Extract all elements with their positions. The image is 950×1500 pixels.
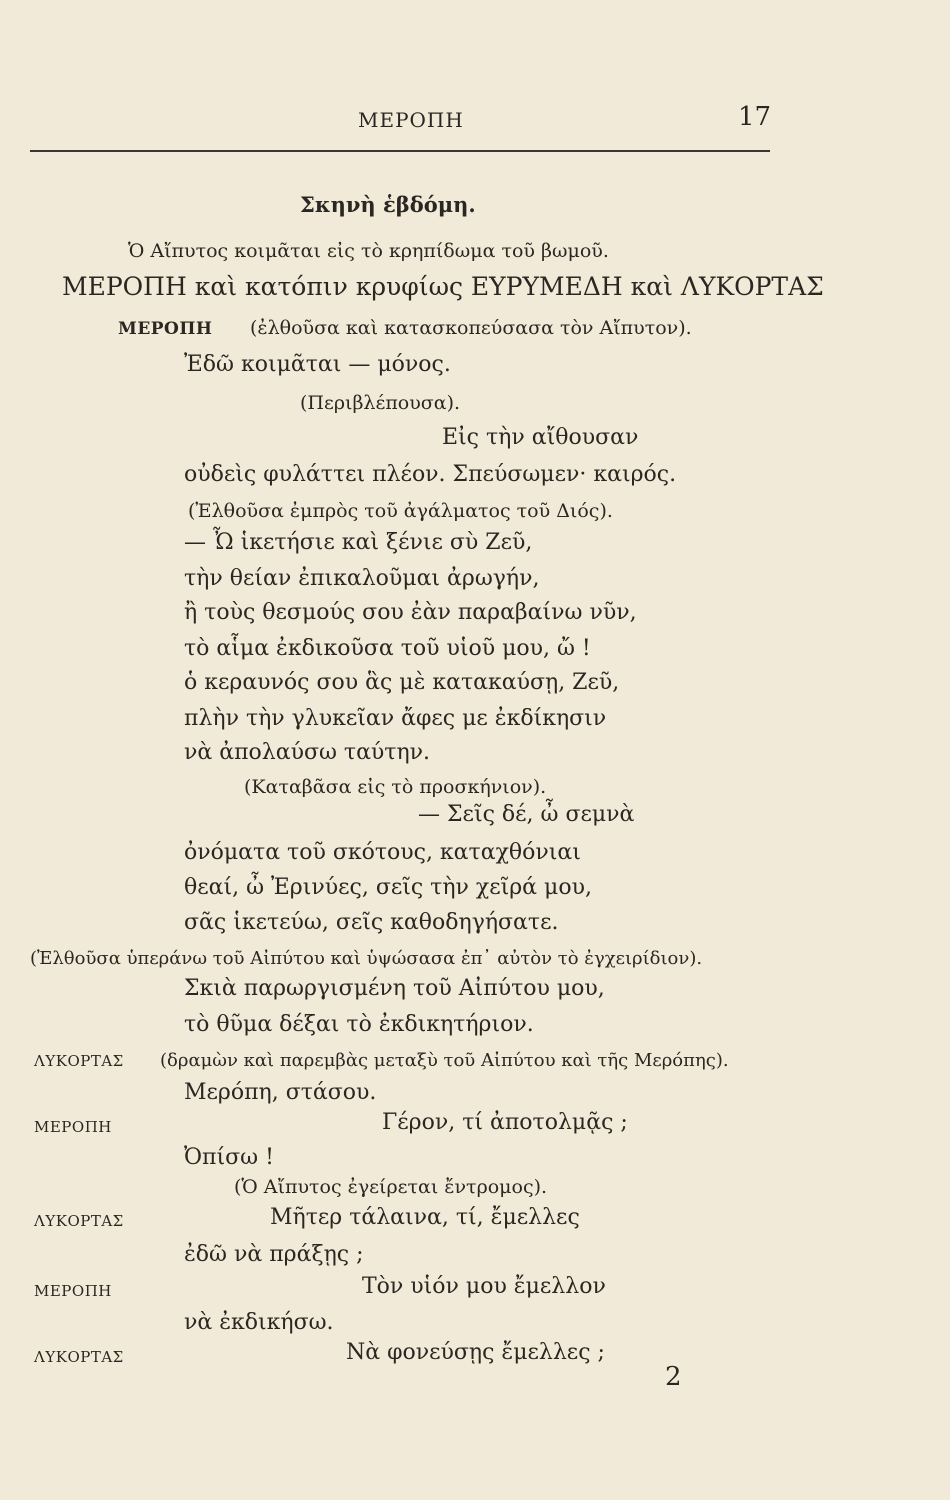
- running-header-title: ΜΕΡΟΠΗ: [358, 108, 464, 132]
- header-rule: [30, 150, 770, 152]
- verse-line: νὰ ἐκδικήσω.: [184, 1310, 334, 1335]
- verse-line: Σκιὰ παρωργισμένη τοῦ Αἰπύτου μου,: [184, 976, 605, 1001]
- verse-line: — Ὦ ἱκετήσιε καὶ ξένιε σὺ Ζεῦ,: [184, 530, 533, 555]
- verse-line: Μῆτερ τάλαινα, τί, ἔμελλες: [270, 1205, 580, 1230]
- scene-title: Σκηνὴ ἑβδόμη.: [300, 192, 476, 217]
- verse-line: ὀνόματα τοῦ σκότους, καταχθόνιαι: [184, 840, 581, 865]
- stage-direction: (Ἐλθοῦσα ὑπεράνω τοῦ Αἰπύτου καὶ ὑψώσασα ἐπ᾽ αὐτὸν τὸ ἐγχειρίδιον).: [30, 948, 703, 969]
- stage-direction: (Ὁ Αἴπυτος ἐγείρεται ἔντρομος).: [234, 1176, 548, 1198]
- verse-line: οὐδεὶς φυλάττει πλέον. Σπεύσωμεν· καιρός.: [184, 462, 677, 487]
- stage-direction: (ἐλθοῦσα καὶ κατασκοπεύσασα τὸν Αἴπυτον).: [250, 317, 692, 339]
- speaker-label: ΜΕΡΟΠΗ: [34, 1282, 112, 1300]
- verse-line: Μερόπη, στάσου.: [184, 1080, 377, 1105]
- verse-line: ὁ κεραυνός σου ἃς μὲ κατακαύσῃ, Ζεῦ,: [184, 670, 620, 695]
- verse-line: Τὸν υἱόν μου ἔμελλον: [362, 1274, 606, 1299]
- page-number: 17: [738, 102, 772, 132]
- speaker-label: ΜΕΡΟΠΗ: [118, 319, 213, 339]
- character-list: ΜΕΡΟΠΗ καὶ κατόπιν κρυφίως ΕΥΡΥΜΕΔΗ καὶ ΛΥΚΟΡΤΑΣ: [62, 272, 824, 301]
- verse-line: τὸ θῦμα δέξαι τὸ ἐκδικητήριον.: [184, 1012, 534, 1037]
- stage-direction: (Περιβλέπουσα).: [300, 392, 461, 414]
- verse-line: Ὀπίσω !: [184, 1145, 274, 1170]
- verse-line: τὴν θείαν ἐπικαλοῦμαι ἀρωγήν,: [184, 566, 540, 591]
- signature-number: 2: [665, 1362, 682, 1392]
- verse-line: Ἐδῶ κοιμᾶται — μόνος.: [184, 352, 451, 377]
- verse-line: τὸ αἷμα ἐκδικοῦσα τοῦ υἱοῦ μου, ὤ !: [184, 636, 591, 661]
- stage-direction: (Ἐλθοῦσα ἐμπρὸς τοῦ ἀγάλματος τοῦ Διός).: [188, 500, 613, 522]
- verse-line: ἢ τοὺς θεσμούς σου ἐὰν παραβαίνω νῦν,: [184, 600, 637, 625]
- verse-line: Νὰ φονεύσῃς ἔμελλες ;: [346, 1340, 605, 1365]
- speaker-label: ΛΥΚΟΡΤΑΣ: [34, 1212, 124, 1230]
- speaker-label: ΜΕΡΟΠΗ: [34, 1118, 112, 1136]
- verse-line: ἐδῶ νὰ πράξῃς ;: [184, 1242, 364, 1267]
- stage-direction: (Καταβᾶσα εἰς τὸ προσκήνιον).: [244, 776, 547, 798]
- verse-line: Γέρον, τί ἀποτολμᾷς ;: [382, 1110, 628, 1135]
- verse-line: σᾶς ἱκετεύω, σεῖς καθοδηγήσατε.: [184, 910, 559, 935]
- speaker-label: ΛΥΚΟΡΤΑΣ: [34, 1052, 124, 1070]
- verse-line: Εἰς τὴν αἴθουσαν: [442, 425, 639, 450]
- stage-direction: Ὁ Αἴπυτος κοιμᾶται εἰς τὸ κρηπίδωμα τοῦ βωμοῦ.: [128, 240, 609, 262]
- verse-line: — Σεῖς δέ, ὦ σεμνὰ: [418, 802, 635, 827]
- verse-line: πλὴν τὴν γλυκεῖαν ἄφες με ἐκδίκησιν: [184, 706, 607, 731]
- verse-line: θεαί, ὦ Ἐρινύες, σεῖς τὴν χεῖρά μου,: [184, 875, 592, 900]
- stage-direction: (δραμὼν καὶ παρεμβὰς μεταξὺ τοῦ Αἰπύτου καὶ τῆς Μερόπης).: [160, 1050, 729, 1071]
- speaker-label: ΛΥΚΟΡΤΑΣ: [34, 1348, 124, 1366]
- verse-line: νὰ ἀπολαύσω ταύτην.: [184, 740, 431, 765]
